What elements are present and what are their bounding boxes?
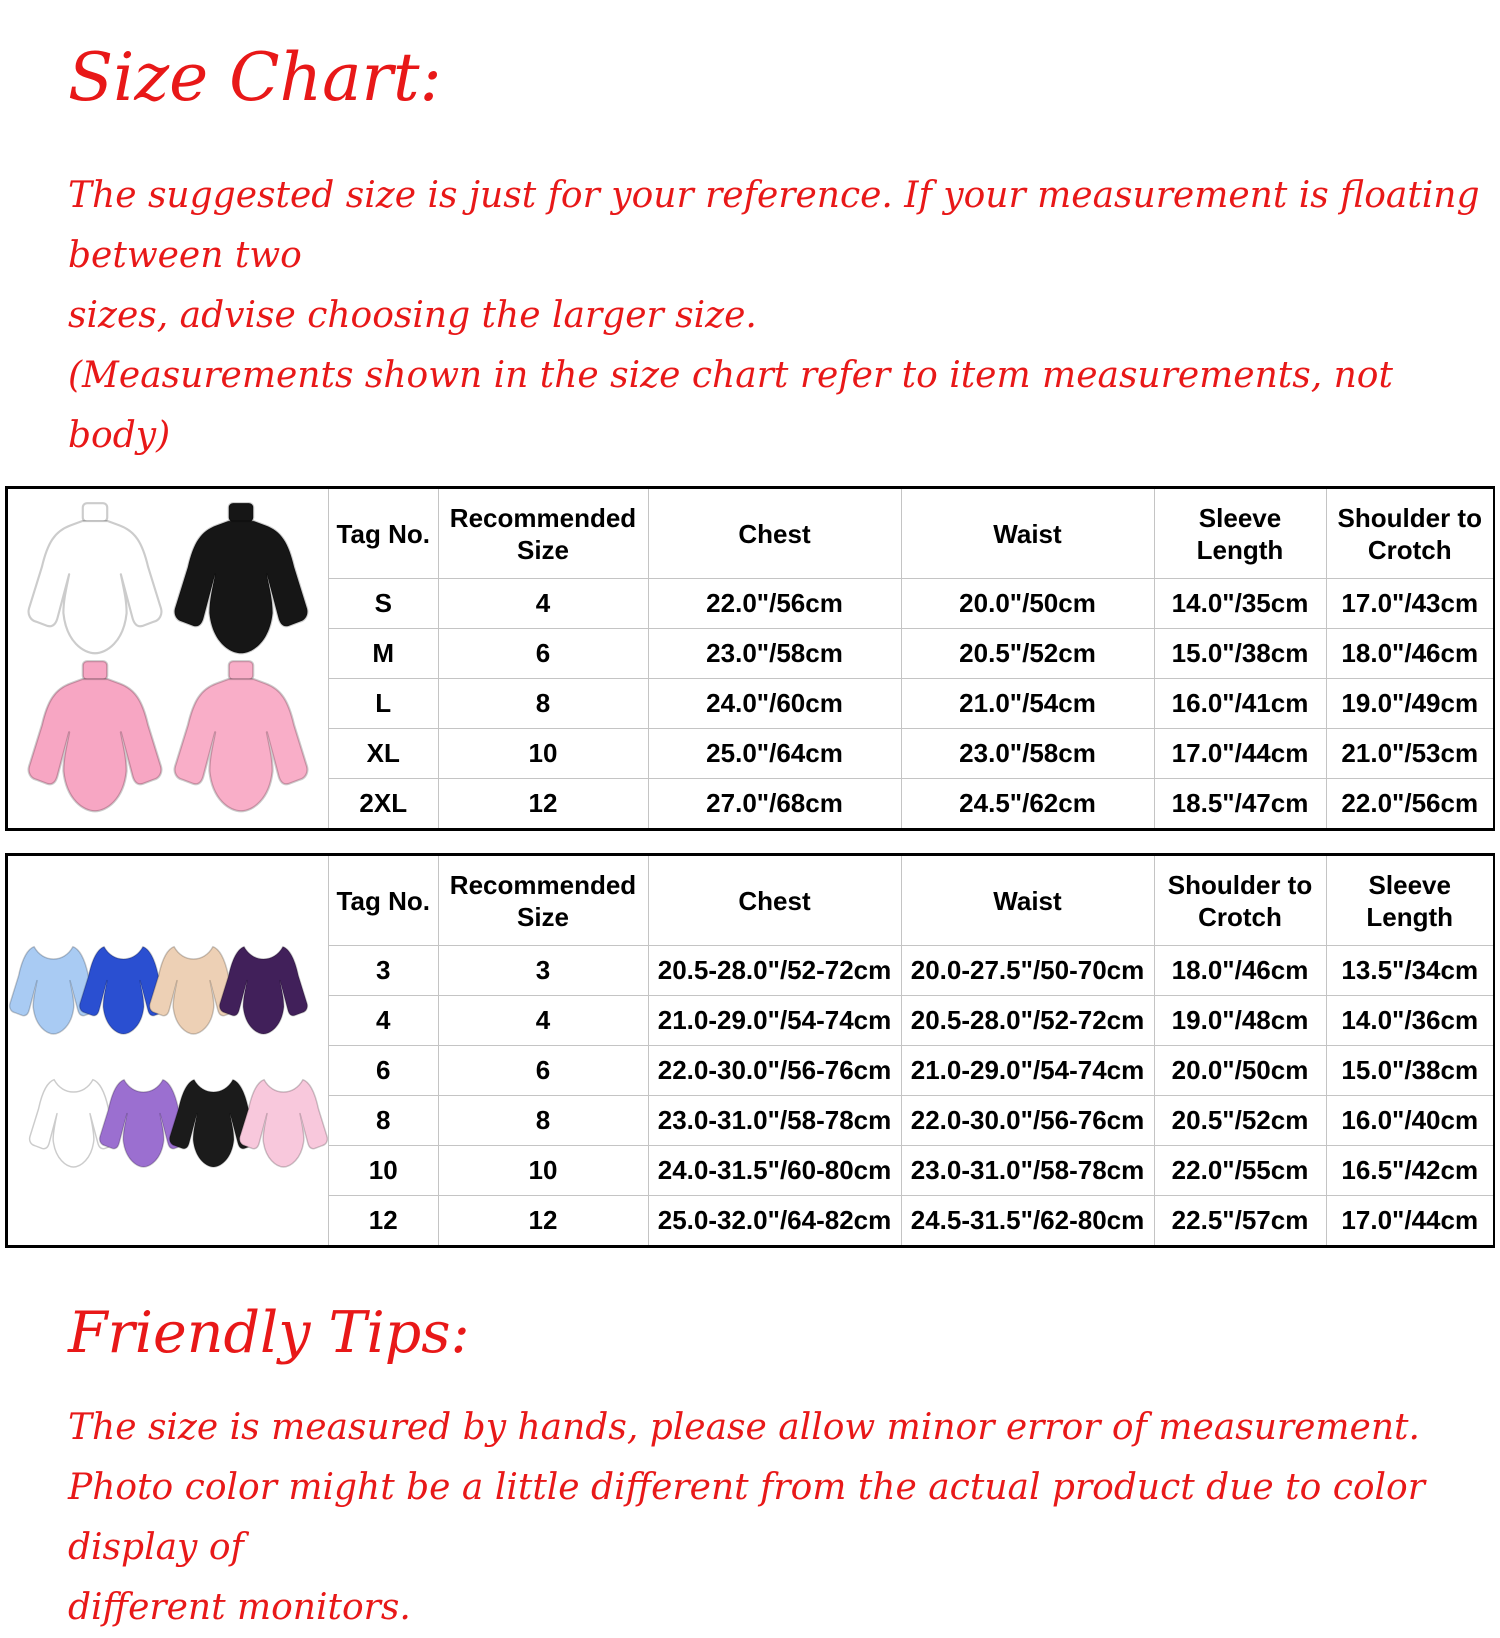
size-cell: 17.0"/43cm <box>1326 579 1493 629</box>
size-cell: 20.5"/52cm <box>901 629 1154 679</box>
column-header: Shoulder to Crotch <box>1326 489 1493 579</box>
column-header: Shoulder to Crotch <box>1154 856 1326 946</box>
size-cell: 13.5"/34cm <box>1326 946 1493 996</box>
column-header: Chest <box>648 856 901 946</box>
size-cell: 20.0-27.5"/50-70cm <box>901 946 1154 996</box>
size-cell: 4 <box>438 996 648 1046</box>
header-row <box>329 856 1493 946</box>
column-header: Waist <box>901 489 1154 579</box>
size-cell: XL <box>329 729 438 779</box>
size-cell: 20.5-28.0"/52-72cm <box>901 996 1154 1046</box>
size-row <box>329 679 1493 729</box>
tips-line: different monitors. <box>68 1587 411 1628</box>
leotard-row <box>8 931 329 1038</box>
size-row <box>329 729 1493 779</box>
size-cell: M <box>329 629 438 679</box>
size-cell: 25.0-32.0"/64-82cm <box>648 1196 901 1246</box>
size-cell: 23.0-31.0"/58-78cm <box>648 1096 901 1146</box>
measurement-table-1 <box>329 489 1493 828</box>
size-cell: 6 <box>438 1046 648 1096</box>
column-header: Chest <box>648 489 901 579</box>
size-cell: 21.0"/54cm <box>901 679 1154 729</box>
size-cell: 23.0"/58cm <box>901 729 1154 779</box>
tips-title: Friendly Tips: <box>68 1300 470 1366</box>
product-photo-turtleneck-leotards <box>8 489 329 828</box>
size-row <box>329 1146 1493 1196</box>
size-cell: 10 <box>438 729 648 779</box>
intro-line: The suggested size is just for your reference. If your measurement is floating between two <box>68 175 1480 276</box>
column-header: Waist <box>901 856 1154 946</box>
size-cell: 12 <box>329 1196 438 1246</box>
size-row <box>329 996 1493 1046</box>
size-chart-infographic <box>0 34 1500 1628</box>
intro-line: (Measurements shown in the size chart refer to item measurements, not body) <box>68 355 1393 456</box>
measurement-table-2 <box>329 856 1493 1245</box>
size-cell: 22.0"/56cm <box>648 579 901 629</box>
size-cell: 10 <box>438 1146 648 1196</box>
size-cell: 22.0-30.0"/56-76cm <box>901 1096 1154 1146</box>
tips-line: Photo color might be a little different from the actual product due to color display of <box>68 1467 1425 1568</box>
size-cell: 21.0-29.0"/54-74cm <box>648 996 901 1046</box>
size-cell: 16.0"/40cm <box>1326 1096 1493 1146</box>
size-cell: 17.0"/44cm <box>1326 1196 1493 1246</box>
size-cell: 18.0"/46cm <box>1326 629 1493 679</box>
size-cell: 23.0-31.0"/58-78cm <box>901 1146 1154 1196</box>
column-header: Sleeve Length <box>1326 856 1493 946</box>
size-cell: 19.0"/49cm <box>1326 679 1493 729</box>
size-row <box>329 779 1493 829</box>
size-table-turtleneck-leotard <box>5 486 1495 831</box>
size-cell: 8 <box>438 1096 648 1146</box>
size-cell: 18.5"/47cm <box>1154 779 1326 829</box>
size-cell: 10 <box>329 1146 438 1196</box>
intro-line: sizes, advise choosing the larger size. <box>68 295 757 336</box>
size-row <box>329 579 1493 629</box>
size-cell: 3 <box>438 946 648 996</box>
size-cell: L <box>329 679 438 729</box>
size-cell: 14.0"/35cm <box>1154 579 1326 629</box>
size-cell: 20.0"/50cm <box>1154 1046 1326 1096</box>
size-cell: 22.5"/57cm <box>1154 1196 1326 1246</box>
size-cell: 21.0-29.0"/54-74cm <box>901 1046 1154 1096</box>
size-cell: 21.0"/53cm <box>1326 729 1493 779</box>
size-cell: 18.0"/46cm <box>1154 946 1326 996</box>
leotard-graphic <box>169 659 313 817</box>
size-cell: 14.0"/36cm <box>1326 996 1493 1046</box>
header-row <box>329 489 1493 579</box>
size-cell: 20.5"/52cm <box>1154 1096 1326 1146</box>
size-cell: 6 <box>329 1046 438 1096</box>
size-row <box>329 629 1493 679</box>
product-photo-scoop-leotards <box>8 856 329 1245</box>
size-cell: 15.0"/38cm <box>1154 629 1326 679</box>
size-cell: 16.0"/41cm <box>1154 679 1326 729</box>
leotard-row <box>8 1064 329 1171</box>
size-cell: 15.0"/38cm <box>1326 1046 1493 1096</box>
size-cell: 27.0"/68cm <box>648 779 901 829</box>
column-header: Sleeve Length <box>1154 489 1326 579</box>
leotard-grid <box>13 495 323 823</box>
size-cell: 23.0"/58cm <box>648 629 901 679</box>
size-cell: 20.5-28.0"/52-72cm <box>648 946 901 996</box>
size-cell: 24.0-31.5"/60-80cm <box>648 1146 901 1196</box>
column-header: Tag No. <box>329 856 438 946</box>
size-row <box>329 946 1493 996</box>
page-title: Size Chart: <box>68 39 442 116</box>
size-cell: 3 <box>329 946 438 996</box>
intro-text <box>68 166 1500 466</box>
size-cell: 24.5-31.5"/62-80cm <box>901 1196 1154 1246</box>
size-cell: S <box>329 579 438 629</box>
leotard-graphic <box>215 931 312 1038</box>
leotard-graphic <box>23 501 167 659</box>
size-cell: 17.0"/44cm <box>1154 729 1326 779</box>
size-row <box>329 1046 1493 1096</box>
size-cell: 22.0"/55cm <box>1154 1146 1326 1196</box>
size-row <box>329 1196 1493 1246</box>
size-cell: 24.5"/62cm <box>901 779 1154 829</box>
size-table-scoop-leotard <box>5 853 1495 1248</box>
column-header: Recommended Size <box>438 856 648 946</box>
size-cell: 12 <box>438 1196 648 1246</box>
tips-line: The size is measured by hands, please allow minor error of measurement. <box>68 1407 1420 1448</box>
column-header: Tag No. <box>329 489 438 579</box>
size-cell: 22.0"/56cm <box>1326 779 1493 829</box>
size-cell: 22.0-30.0"/56-76cm <box>648 1046 901 1096</box>
leotard-graphic <box>235 1064 330 1171</box>
size-cell: 19.0"/48cm <box>1154 996 1326 1046</box>
leotard-graphic <box>169 501 313 659</box>
size-cell: 2XL <box>329 779 438 829</box>
size-cell: 16.5"/42cm <box>1326 1146 1493 1196</box>
size-cell: 4 <box>329 996 438 1046</box>
size-cell: 25.0"/64cm <box>648 729 901 779</box>
size-cell: 8 <box>329 1096 438 1146</box>
size-cell: 24.0"/60cm <box>648 679 901 729</box>
size-cell: 20.0"/50cm <box>901 579 1154 629</box>
size-cell: 12 <box>438 779 648 829</box>
tips-text <box>68 1398 1500 1638</box>
size-cell: 8 <box>438 679 648 729</box>
column-header: Recommended Size <box>438 489 648 579</box>
leotard-graphic <box>23 659 167 817</box>
size-cell: 6 <box>438 629 648 679</box>
size-cell: 4 <box>438 579 648 629</box>
leotard-rows <box>8 931 329 1171</box>
size-row <box>329 1096 1493 1146</box>
